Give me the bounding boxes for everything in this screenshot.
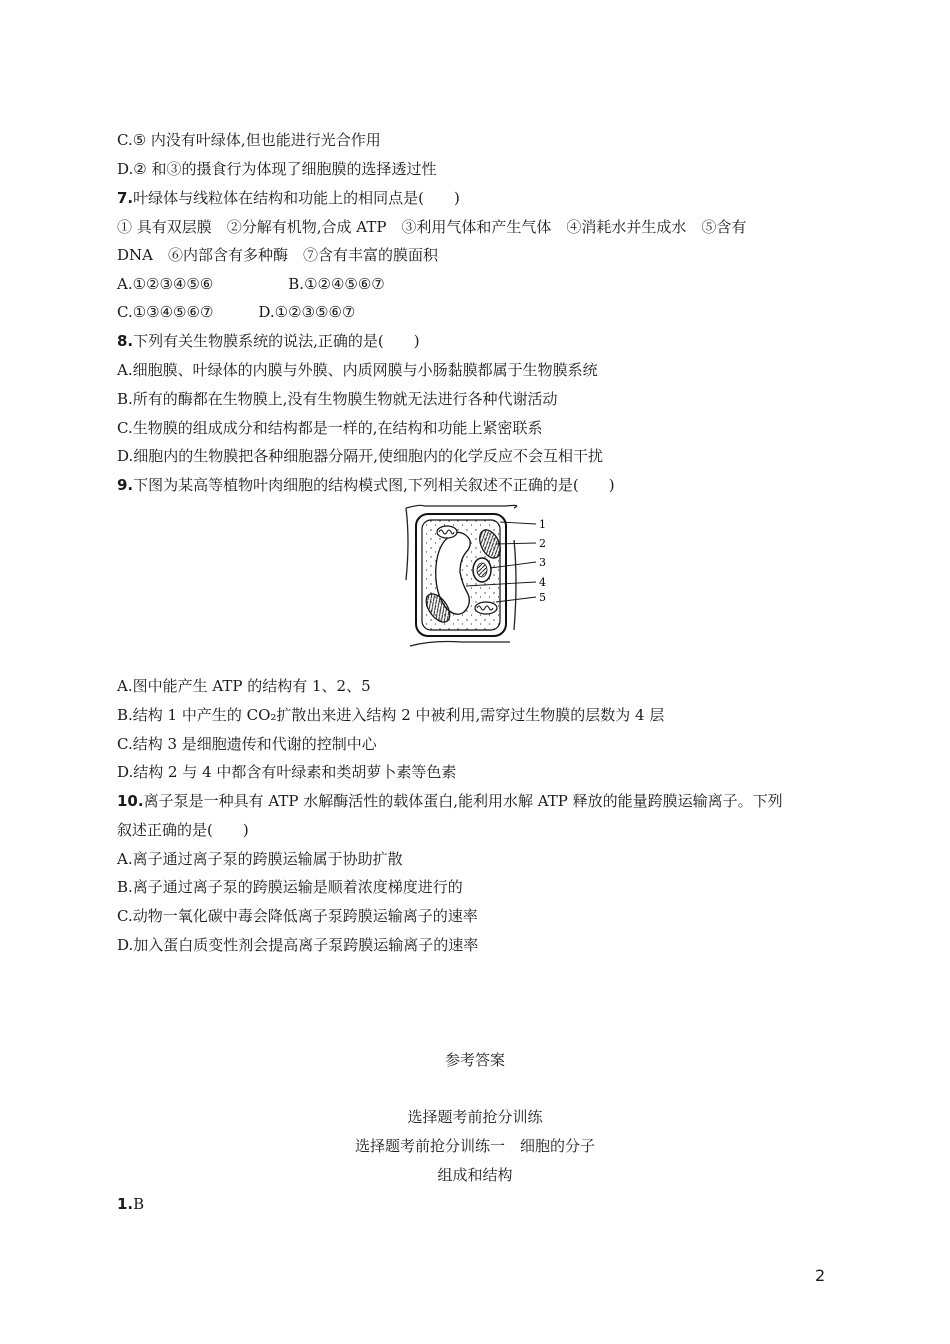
page-number: 2 bbox=[815, 1266, 826, 1285]
option-7cd: C.①③④⑤⑥⑦ D.①②③⑤⑥⑦ bbox=[117, 303, 356, 321]
neighbor-wall-right bbox=[514, 540, 516, 630]
question-text: 下图为某高等植物叶肉细胞的结构模式图,下列相关叙述不正确的是( ) bbox=[133, 476, 615, 494]
option-6d: D.② 和③的摄食行为体现了细胞膜的选择透过性 bbox=[117, 160, 437, 178]
figure-label-5: 5 bbox=[539, 591, 546, 604]
question-10-cont: 叙述正确的是( ) bbox=[117, 821, 249, 839]
figure-label-4: 4 bbox=[539, 576, 546, 589]
option-10a: A.离子通过离子泵的跨膜运输属于协助扩散 bbox=[117, 850, 403, 868]
answer-heading: 参考答案 bbox=[444, 1051, 505, 1069]
figure-label-3: 3 bbox=[539, 556, 546, 569]
question-7-statements: ① 具有双层膜 ②分解有机物,合成 ATP ③利用气体和产生气体 ④消耗水并生成水 ⑤含有 bbox=[117, 218, 747, 236]
question-text: 离子泵是一种具有 ATP 水解酶活性的载体蛋白,能利用水解 ATP 释放的能量跨膜运输离子。下列 bbox=[143, 792, 783, 810]
option-9a: A.图中能产生 ATP 的结构有 1、2、5 bbox=[117, 677, 371, 695]
plant-cell-svg bbox=[402, 500, 562, 650]
mitochondrion-bottom bbox=[475, 602, 497, 614]
question-9 bbox=[117, 475, 837, 495]
option-8c: C.生物膜的组成成分和结构都是一样的,在结构和功能上紧密联系 bbox=[117, 419, 543, 437]
question-7-statements-cont: DNA ⑥内部含有多种酶 ⑦含有丰富的膜面积 bbox=[117, 246, 438, 264]
neighbor-wall-top bbox=[406, 505, 517, 508]
question-number: 8. bbox=[117, 332, 134, 350]
neighbor-wall-left bbox=[406, 508, 408, 580]
option-6c: C.⑤ 内没有叶绿体,但也能进行光合作用 bbox=[117, 131, 381, 149]
answer-subtitle-2: 组成和结构 bbox=[437, 1166, 513, 1184]
question-number: 9. bbox=[117, 476, 134, 494]
question-text: 叶绿体与线粒体在结构和功能上的相同点是( ) bbox=[133, 189, 460, 207]
question-number: 7. bbox=[117, 189, 134, 207]
answer-section-title: 选择题考前抢分训练 bbox=[407, 1108, 543, 1126]
option-8a: A.细胞膜、叶绿体的内膜与外膜、内质网膜与小肠黏膜都属于生物膜系统 bbox=[117, 361, 598, 379]
option-10d: D.加入蛋白质变性剂会提高离子泵跨膜运输离子的速率 bbox=[117, 936, 479, 954]
question-10 bbox=[117, 791, 837, 811]
plant-cell-diagram bbox=[402, 500, 562, 650]
option-9d: D.结构 2 与 4 中都含有叶绿素和类胡萝卜素等色素 bbox=[117, 763, 457, 781]
option-8d: D.细胞内的生物膜把各种细胞器分隔开,使细胞内的化学反应不会互相干扰 bbox=[117, 447, 604, 465]
figure-label-2: 2 bbox=[539, 537, 546, 550]
question-text: 下列有关生物膜系统的说法,正确的是( ) bbox=[133, 332, 420, 350]
option-10c: C.动物一氧化碳中毒会降低离子泵跨膜运输离子的速率 bbox=[117, 907, 478, 925]
question-8 bbox=[117, 331, 837, 351]
option-10b: B.离子通过离子泵的跨膜运输是顺着浓度梯度进行的 bbox=[117, 878, 463, 896]
option-7ab: A.①②③④⑤⑥ B.①②④⑤⑥⑦ bbox=[117, 275, 385, 293]
figure-label-1: 1 bbox=[539, 518, 546, 531]
question-number: 10. bbox=[117, 792, 144, 810]
answer-subtitle-1: 选择题考前抢分训练一 细胞的分子 bbox=[354, 1137, 595, 1155]
neighbor-wall-bottom bbox=[410, 642, 510, 647]
answer-value: B bbox=[133, 1195, 145, 1213]
question-7 bbox=[117, 188, 837, 208]
answer-number: 1. bbox=[117, 1195, 134, 1213]
answer-1 bbox=[117, 1194, 837, 1214]
option-8b: B.所有的酶都在生物膜上,没有生物膜生物就无法进行各种代谢活动 bbox=[117, 390, 558, 408]
option-9b: B.结构 1 中产生的 CO₂扩散出来进入结构 2 中被利用,需穿过生物膜的层数为 4 层 bbox=[117, 706, 665, 724]
option-9c: C.结构 3 是细胞遗传和代谢的控制中心 bbox=[117, 735, 377, 753]
